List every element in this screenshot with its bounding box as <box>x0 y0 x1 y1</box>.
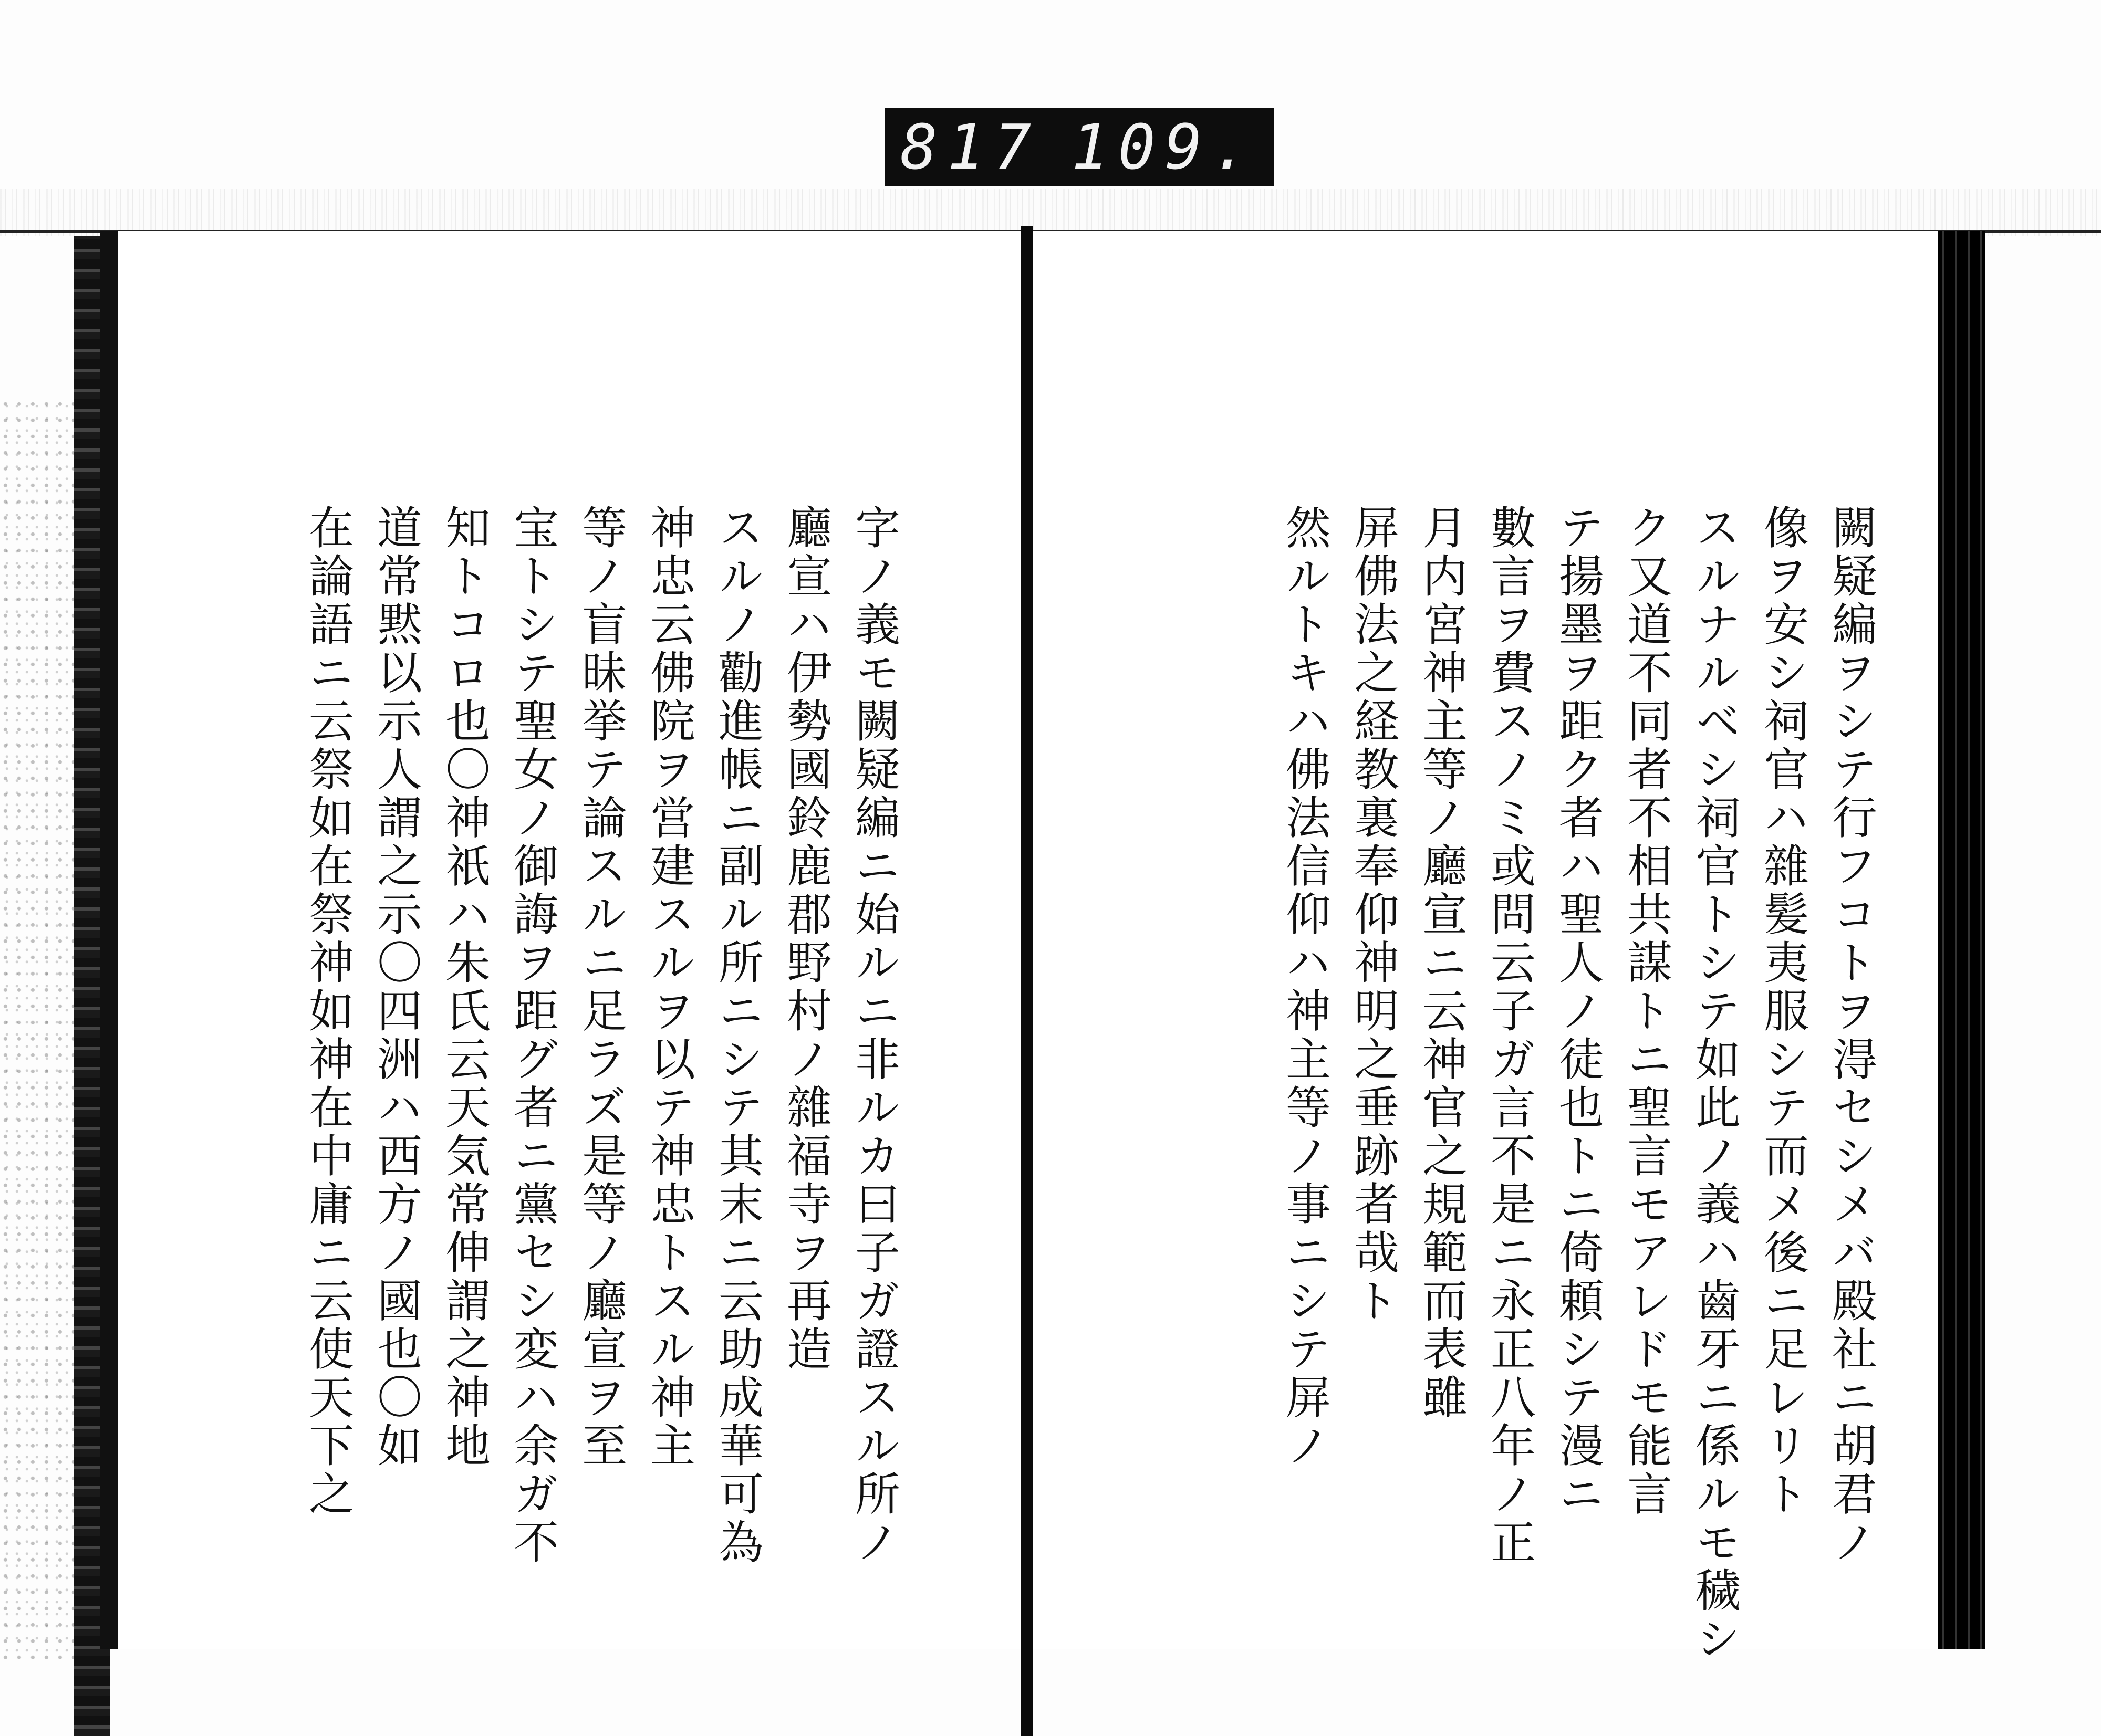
right-page-column-6: 數言ヲ費スノミ或問云子ガ言不是ニ永正八年ノ正 <box>1483 504 1535 1567</box>
left-page-column-5: 等ノ盲昧挙テ論スルニ足ラズ是等ノ廳宣ヲ至 <box>574 504 627 1470</box>
left-page-column-1: 字ノ義モ闕疑編ニ始ルニ非ルカ曰子ガ證スル所ノ <box>847 504 900 1567</box>
right-page-column-2: 像ヲ安シ祠官ハ雜髪夷服シテ而メ後ニ足レリト <box>1756 504 1808 1519</box>
left-page-column-6: 宝トシテ聖女ノ御誨ヲ距グ者ニ黨セシ変ハ余ガ不 <box>506 504 558 1567</box>
right-page-column-4: ク又道不同者不相共謀トニ聖言モアレドモ能言 <box>1619 504 1672 1519</box>
left-page-column-8: 道常黙以示人謂之示〇四洲ハ西方ノ國也〇如 <box>369 504 422 1470</box>
right-page-column-3: スルナルベシ祠官トシテ如此ノ義ハ齒牙ニ係ルモ穢シ <box>1688 504 1740 1664</box>
margin-speckle <box>0 399 79 1659</box>
right-page-column-9: 然ルトキハ佛法信仰ハ神主等ノ事ニシテ屏ノ <box>1278 504 1330 1470</box>
right-page-column-1: 闕疑編ヲシテ行フコトヲ淂セシメバ殿社ニ胡君ノ <box>1824 504 1877 1567</box>
right-page-column-7: 月内宮神主等ノ廳宣ニ云神官之規範而表雖 <box>1414 504 1467 1422</box>
left-page-column-3: スルノ勸進帳ニ副ル所ニシテ其末ニ云助成華可為 <box>711 504 763 1567</box>
left-page-column-4: 神忠云佛院ヲ営建スルヲ以テ神忠トスル神主 <box>642 504 695 1470</box>
right-book-edge <box>1938 231 1985 1649</box>
left-page-column-9: 在論語ニ云祭如在祭神如神在中庸ニ云使天下之 <box>301 504 353 1519</box>
left-page-column-2: 廳宣ハ伊勢國鈴鹿郡野村ノ雜福寺ヲ再造 <box>779 504 831 1374</box>
call-number-right: 109. <box>1071 111 1258 183</box>
scan-noise-band <box>0 189 2101 236</box>
left-page <box>100 231 1042 1649</box>
call-number-label <box>885 108 1274 186</box>
right-page-column-5: テ揚墨ヲ距ク者ハ聖人ノ徒也トニ倚頼シテ漫ニ <box>1551 504 1604 1519</box>
book-gutter <box>1021 226 1033 1736</box>
call-number-left: 817 <box>900 111 1041 183</box>
left-page-column-7: 知トコロ也〇神祇ハ朱氏云天気常伸謂之神地 <box>438 504 490 1470</box>
right-page-column-8: 屏佛法之経教裏奉仰神明之垂跡者哉ト <box>1346 504 1399 1325</box>
